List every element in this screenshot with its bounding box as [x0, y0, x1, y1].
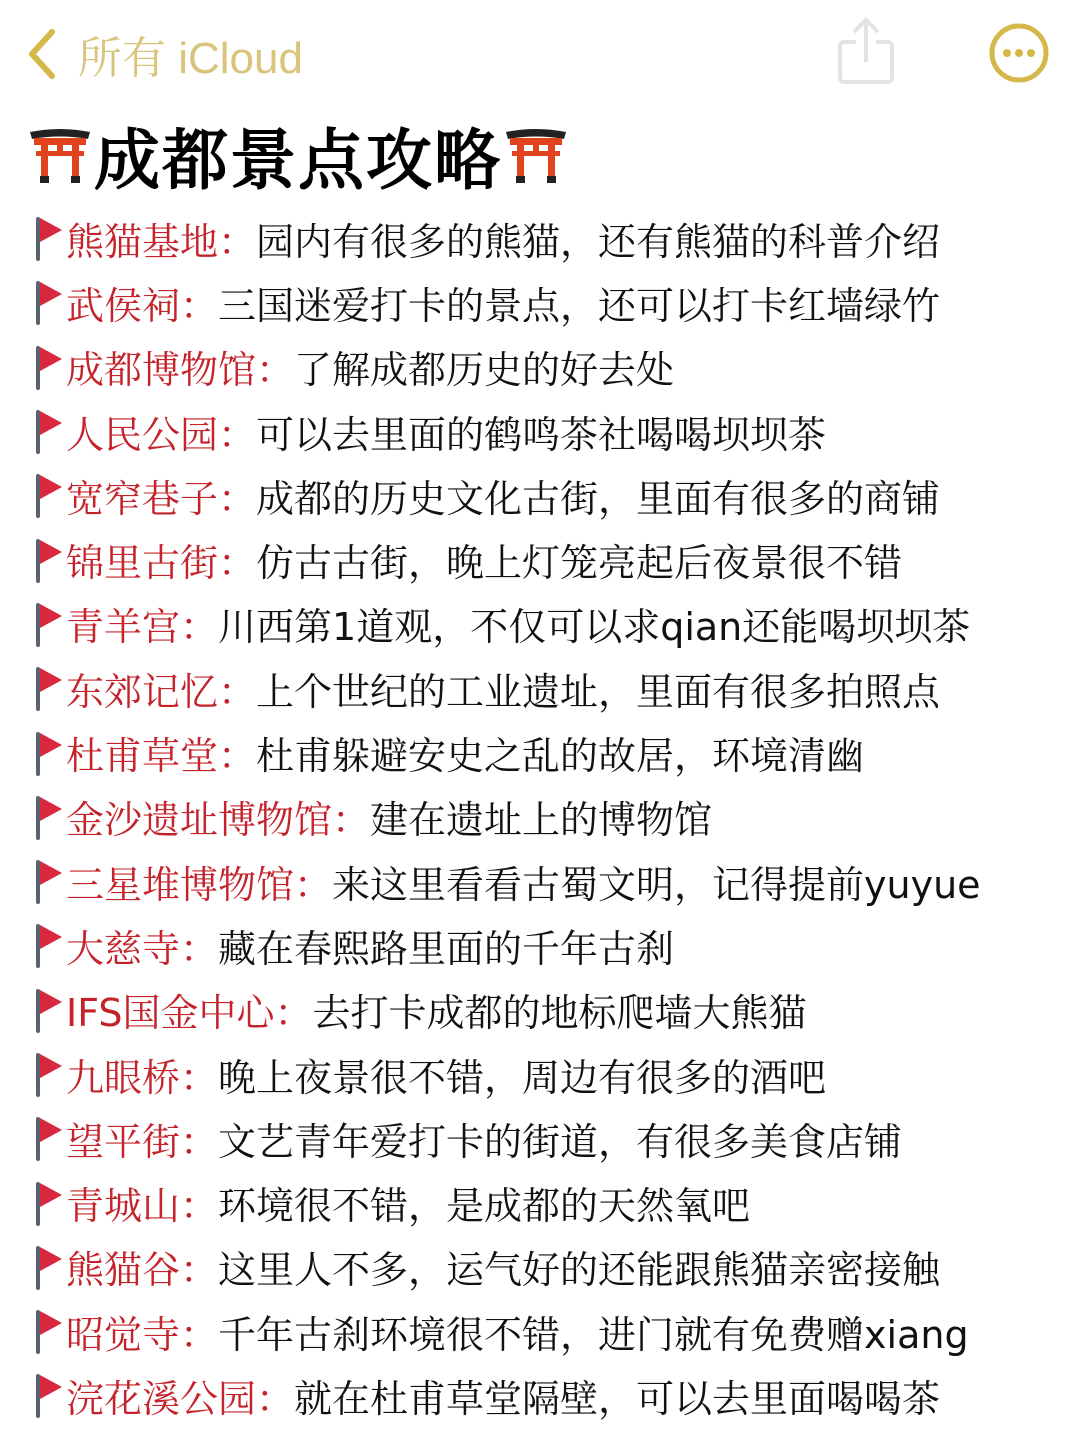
separator: ： [294, 862, 333, 907]
attraction-name: 青羊宫 [66, 605, 181, 650]
triangular-flag-icon [34, 535, 66, 585]
triangular-flag-icon [34, 920, 66, 970]
separator: ： [218, 541, 257, 586]
chevron-left-icon [22, 26, 62, 82]
separator: ： [180, 1312, 219, 1357]
attraction-description: 三国迷爱打卡的景点，还可以打卡红墙绿竹 [218, 283, 941, 328]
attraction-name: 三星堆博物馆 [66, 862, 295, 907]
separator: ： [180, 1119, 219, 1164]
list-item [34, 720, 1074, 784]
list-item [34, 527, 1074, 591]
list-item [34, 399, 1074, 463]
triangular-flag-icon [34, 1178, 66, 1228]
attraction-description: 园内有很多的熊猫，还有熊猫的科普介绍 [256, 219, 941, 264]
separator: ： [218, 219, 257, 264]
attraction-name: 金沙遗址博物馆 [66, 798, 333, 843]
torii-gate-icon [28, 122, 92, 186]
list-item [34, 849, 1074, 913]
attraction-name: 成都博物馆 [66, 348, 257, 393]
attraction-description: 仿古古街，晚上灯笼亮起后夜景很不错 [256, 541, 903, 586]
triangular-flag-icon [34, 1242, 66, 1292]
list-item [34, 1235, 1074, 1299]
list-item [34, 1170, 1074, 1234]
triangular-flag-icon [34, 470, 66, 520]
torii-gate-icon [504, 122, 568, 186]
attraction-description: 可以去里面的鹤鸣茶社喝喝坝坝茶 [256, 412, 827, 457]
separator: ： [218, 669, 257, 714]
navigation-bar [0, 0, 1080, 110]
attraction-name: 熊猫谷 [66, 1248, 181, 1293]
list-item [34, 1363, 1074, 1427]
attraction-description: 去打卡成都的地标爬墙大熊猫 [312, 991, 807, 1036]
attraction-name: IFS国金中心 [66, 991, 275, 1036]
note-title [28, 112, 568, 199]
triangular-flag-icon [34, 277, 66, 327]
separator: ： [256, 1376, 295, 1421]
attraction-description: 建在遗址上的博物馆 [370, 798, 713, 843]
more-ellipsis-icon[interactable] [988, 22, 1050, 84]
attraction-description: 了解成都历史的好去处 [294, 348, 675, 393]
attraction-description: 这里人不多，运气好的还能跟熊猫亲密接触 [218, 1248, 941, 1293]
attraction-name: 锦里古街 [66, 541, 219, 586]
list-item [34, 1299, 1074, 1363]
triangular-flag-icon [34, 856, 66, 906]
triangular-flag-icon [34, 1306, 66, 1356]
separator: ： [180, 1184, 219, 1229]
separator: ： [274, 991, 313, 1036]
triangular-flag-icon [34, 1113, 66, 1163]
triangular-flag-icon [34, 792, 66, 842]
attraction-description: 文艺青年爱打卡的街道，有很多美食店铺 [218, 1119, 903, 1164]
attraction-list [34, 206, 1074, 1428]
separator: ： [218, 476, 257, 521]
list-item [34, 206, 1074, 270]
title-text: 成都景点攻略 [94, 121, 502, 199]
attraction-name: 大慈寺 [66, 926, 181, 971]
attraction-name: 杜甫草堂 [66, 734, 219, 779]
separator: ： [180, 1055, 219, 1100]
back-label: 所有 iCloud [78, 34, 303, 83]
list-item [34, 1042, 1074, 1106]
list-item [34, 335, 1074, 399]
triangular-flag-icon [34, 342, 66, 392]
attraction-description: 来这里看看古蜀文明，记得提前yuyue [332, 862, 981, 907]
attraction-name: 武侯祠 [66, 283, 181, 328]
back-button[interactable] [22, 22, 303, 86]
attraction-name: 浣花溪公园 [66, 1376, 257, 1421]
attraction-name: 熊猫基地 [66, 219, 219, 264]
triangular-flag-icon [34, 663, 66, 713]
attraction-name: 九眼桥 [66, 1055, 181, 1100]
list-item [34, 1106, 1074, 1170]
attraction-name: 青城山 [66, 1184, 181, 1229]
attraction-description: 晚上夜景很不错，周边有很多的酒吧 [218, 1055, 827, 1100]
attraction-name: 昭觉寺 [66, 1312, 181, 1357]
triangular-flag-icon [34, 1049, 66, 1099]
list-item [34, 913, 1074, 977]
attraction-description: 成都的历史文化古街，里面有很多的商铺 [256, 476, 941, 521]
attraction-description: 藏在春熙路里面的千年古刹 [218, 926, 675, 971]
attraction-name: 宽窄巷子 [66, 476, 219, 521]
attraction-description: 杜甫躲避安史之乱的故居，环境清幽 [256, 734, 865, 779]
attraction-name: 人民公园 [66, 412, 219, 457]
list-item [34, 592, 1074, 656]
list-item [34, 785, 1074, 849]
separator: ： [332, 798, 371, 843]
triangular-flag-icon [34, 1370, 66, 1420]
separator: ： [256, 348, 295, 393]
separator: ： [180, 283, 219, 328]
triangular-flag-icon [34, 728, 66, 778]
attraction-name: 东郊记忆 [66, 669, 219, 714]
list-item [34, 270, 1074, 334]
triangular-flag-icon [34, 406, 66, 456]
list-item [34, 978, 1074, 1042]
list-item [34, 463, 1074, 527]
attraction-description: 川西第1道观，不仅可以求qian还能喝坝坝茶 [218, 605, 971, 650]
separator: ： [180, 926, 219, 971]
attraction-description: 环境很不错，是成都的天然氧吧 [218, 1184, 751, 1229]
separator: ： [218, 734, 257, 779]
attraction-description: 上个世纪的工业遗址，里面有很多拍照点 [256, 669, 941, 714]
triangular-flag-icon [34, 599, 66, 649]
list-item [34, 656, 1074, 720]
separator: ： [218, 412, 257, 457]
separator: ： [180, 605, 219, 650]
attraction-name: 望平街 [66, 1119, 181, 1164]
share-icon[interactable] [836, 14, 896, 86]
triangular-flag-icon [34, 213, 66, 263]
separator: ： [180, 1248, 219, 1293]
attraction-description: 千年古刹环境很不错，进门就有免费赠xiang [218, 1312, 969, 1357]
attraction-description: 就在杜甫草堂隔壁，可以去里面喝喝茶 [294, 1376, 941, 1421]
triangular-flag-icon [34, 985, 66, 1035]
